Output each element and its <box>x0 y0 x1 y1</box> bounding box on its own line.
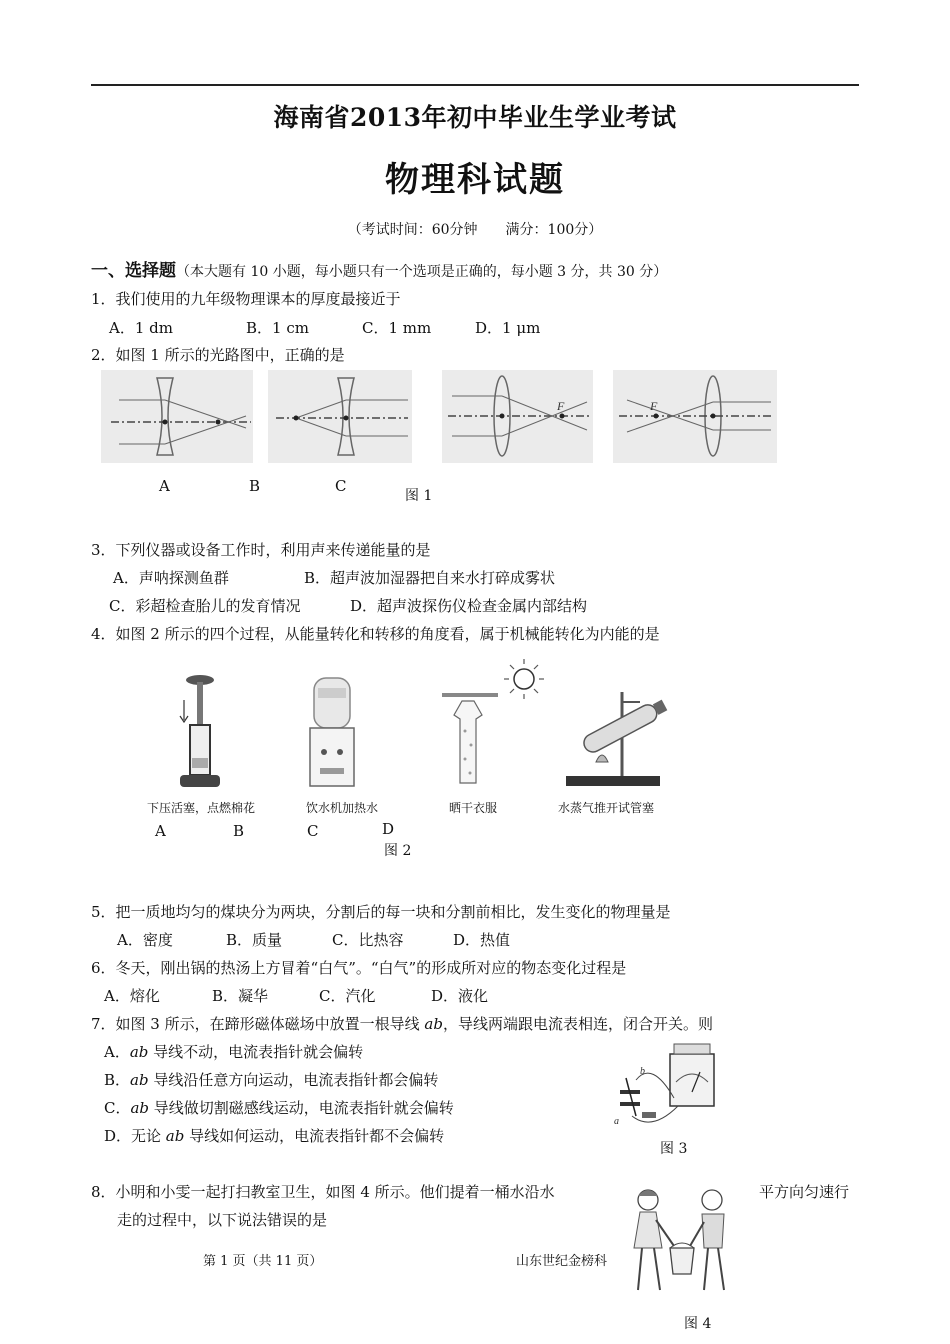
q3-stem: 3．下列仪器或设备工作时，利用声来传递能量的是 <box>91 541 431 559</box>
top-rule <box>91 84 859 86</box>
q5-option-b: B．质量 <box>226 931 283 949</box>
q1-option-a: A．1 dm <box>109 319 173 337</box>
fig2-caption: 图 2 <box>384 843 412 859</box>
fig2-caption-c: 晒干衣服 <box>449 801 498 815</box>
q3-option-a: A．声呐探测鱼群 <box>113 569 229 587</box>
fig2-caption-a: 下压活塞，点燃棉花 <box>147 801 256 815</box>
lens-diagram-b <box>268 370 412 463</box>
q5-stem: 5．把一质地均匀的煤块分为两块，分割后的每一块和分割前相比，发生变化的物理量是 <box>91 903 671 921</box>
fig1-caption: 图 1 <box>405 488 433 504</box>
lens-diagram-c <box>442 370 593 463</box>
wire-label-b: b <box>640 1066 645 1077</box>
fig2-label-a: A <box>155 822 166 840</box>
wire-label-a: a <box>614 1116 619 1127</box>
fig2-label-d: D <box>382 820 395 838</box>
q7-option-b: B．ab 导线沿任意方向运动，电流表指针都会偏转 <box>104 1071 439 1089</box>
steam-test-tube-illustration <box>560 682 680 792</box>
q7-stem-post: ，导线两端跟电流表相连，闭合开关。则 <box>442 1015 713 1033</box>
section-heading <box>91 256 667 281</box>
fig1-label-b: B <box>249 477 261 495</box>
subject-title: 物理科试题 <box>385 160 565 200</box>
footer-page-number: 第 1 页（共 11 页） <box>203 1254 323 1269</box>
q2-stem: 2．如图 1 所示的光路图中，正确的是 <box>91 346 345 364</box>
q6-stem: 6．冬天，刚出锅的热汤上方冒着“白气”。“白气”的形成所对应的物态变化过程是 <box>91 959 627 977</box>
magnet-ammeter-circuit <box>612 1040 724 1134</box>
q7-option-d: D．无论 ab 导线如何运动，电流表指针都不会偏转 <box>104 1127 445 1145</box>
q7-stem-pre: 7．如图 3 所示，在蹄形磁体磁场中放置一根导线 <box>91 1015 425 1033</box>
lens-diagram-a <box>101 370 253 463</box>
fig2-caption-b: 饮水机加热水 <box>306 801 379 815</box>
fig1-label-c: C <box>335 477 347 495</box>
fig2-caption-d: 水蒸气推开试管塞 <box>558 801 655 815</box>
water-dispenser-illustration <box>302 672 362 792</box>
q5-option-c: C．比热容 <box>332 931 404 949</box>
q8-stem-line2: 走的过程中，以下说法错误的是 <box>117 1211 328 1229</box>
q7-stem <box>91 1013 713 1034</box>
q5-option-a: A．密度 <box>117 931 173 949</box>
exam-info: （考试时间：60分钟 满分：100分） <box>347 222 603 238</box>
fig3-caption: 图 3 <box>660 1141 688 1157</box>
section-note: （本大题有 10 小题，每小题只有一个选项是正确的，每小题 3 分，共 30 分） <box>176 264 668 280</box>
section-title: 一、选择题 <box>91 261 176 281</box>
q7-stem-ab: ab <box>424 1015 443 1033</box>
q6-option-d: D．液化 <box>431 987 489 1005</box>
q8-stem-line1-end: 平方向匀速行 <box>759 1183 850 1201</box>
q6-option-b: B．凝华 <box>212 987 269 1005</box>
fig4-caption: 图 4 <box>684 1316 712 1332</box>
exam-title: 海南省2013年初中毕业生学业考试 <box>273 103 677 132</box>
q6-option-c: C．汽化 <box>319 987 376 1005</box>
q6-option-a: A．熔化 <box>104 987 160 1005</box>
focus-label-d: F <box>650 399 658 413</box>
q1-stem: 1．我们使用的九年级物理课本的厚度最接近于 <box>91 290 401 308</box>
q5-option-d: D．热值 <box>453 931 511 949</box>
q7-option-c: C．ab 导线做切割磁感线运动，电流表指针就会偏转 <box>104 1099 454 1117</box>
piston-cylinder-illustration <box>170 670 230 795</box>
drying-clothes-illustration <box>440 655 552 795</box>
focus-label-c: F <box>557 399 565 413</box>
kids-carrying-bucket-illustration <box>612 1186 748 1306</box>
q3-option-d: D．超声波探伤仪检查金属内部结构 <box>350 597 588 615</box>
fig2-label-c: C <box>307 822 319 840</box>
lens-diagram-d <box>613 370 777 463</box>
q1-option-b: B．1 cm <box>246 319 309 337</box>
q3-option-c: C．彩超检查胎儿的发育情况 <box>109 597 301 615</box>
q3-option-b: B．超声波加湿器把自来水打碎成雾状 <box>304 569 556 587</box>
q7-option-a: A．ab 导线不动，电流表指针就会偏转 <box>104 1043 364 1061</box>
footer-source: 山东世纪金榜科 <box>516 1254 608 1269</box>
q4-stem: 4．如图 2 所示的四个过程，从能量转化和转移的角度看，属于机械能转化为内能的是 <box>91 625 660 643</box>
fig1-label-a: A <box>159 477 170 495</box>
fig2-label-b: B <box>233 822 245 840</box>
q1-option-d: D．1 μm <box>475 319 541 337</box>
q8-stem-line1: 8．小明和小雯一起打扫教室卫生，如图 4 所示。他们提着一桶水沿水 <box>91 1183 555 1201</box>
q1-option-c: C．1 mm <box>362 319 432 337</box>
